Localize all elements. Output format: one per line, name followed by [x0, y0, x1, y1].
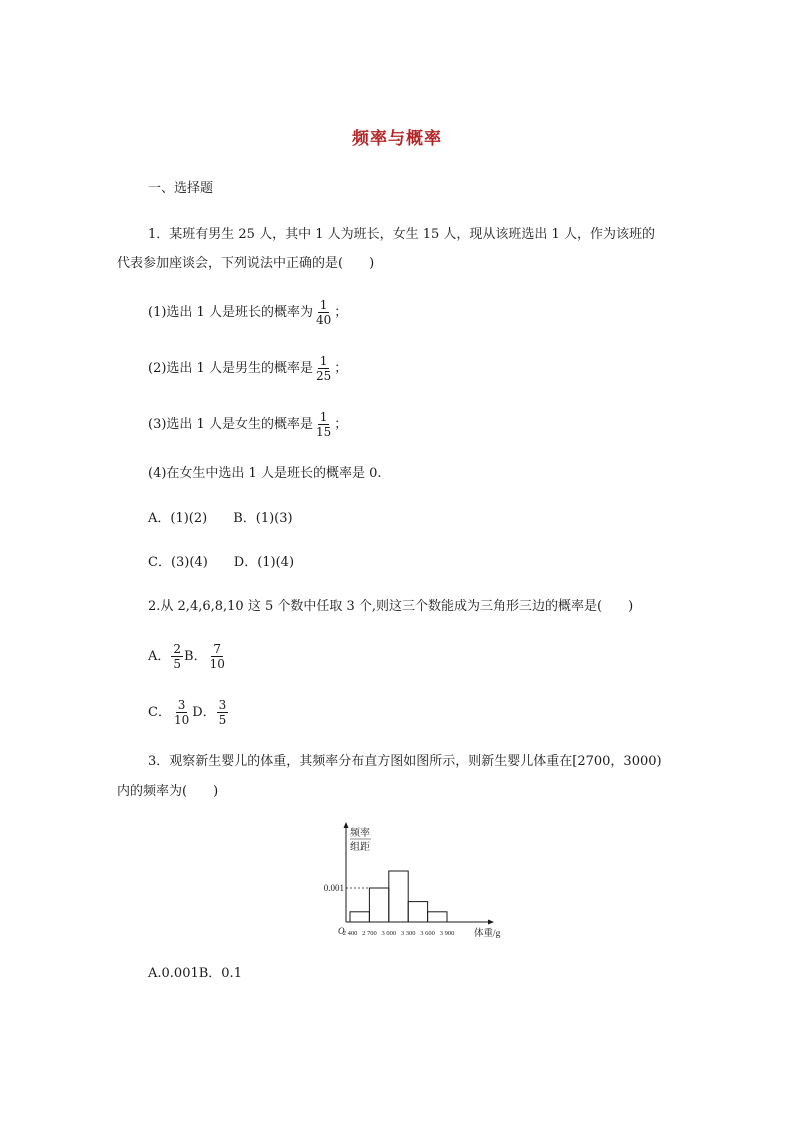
q1-options-ab: A．(1)(2) B．(1)(3) — [148, 511, 293, 526]
x-tick-label: 3 300 — [400, 930, 416, 937]
x-tick-label: 3 600 — [420, 930, 435, 937]
histogram-bar — [350, 912, 369, 922]
y-axis-arrow — [344, 822, 349, 828]
q1-stem-line2: 代表参加座谈会，下列说法中正确的是( ) — [117, 256, 375, 271]
q3-stem-line2: 内的频率为( ) — [117, 784, 219, 799]
q1-statement-1: (1)选出 1 人是班长的概率为 $\frac{1}{40}$ ； — [148, 298, 348, 327]
x-axis-label: 体重/g — [474, 929, 501, 939]
section-heading: 一、选择题 — [148, 181, 214, 196]
q3-stem-line1: 3．观察新生婴儿的体重，其频率分布直方图如图所示，则新生婴儿体重在[2700，3000) — [148, 754, 662, 769]
frequency-histogram — [310, 822, 520, 947]
q3-options: A.0.001B．0.1 — [148, 966, 242, 981]
x-tick-label: 2 400 — [342, 930, 358, 937]
histogram-bar — [408, 902, 427, 922]
q1-stem-line1: 1．某班有男生 25 人，其中 1 人为班长，女生 15 人，现从该班选出 1 人，作为该班的 — [148, 227, 655, 242]
y-axis-label-bottom: 组距 — [350, 842, 370, 853]
page-title: 频率与概率 — [352, 129, 442, 149]
y-axis-label-top: 频率 — [350, 828, 370, 839]
origin-label: O — [338, 926, 345, 936]
q1-statement-2: (2)选出 1 人是男生的概率是 $\frac{1}{25}$ ； — [148, 354, 348, 383]
q1-statement-3: (3)选出 1 人是女生的概率是 $\frac{1}{15}$ ； — [148, 410, 348, 439]
q2-options-cd: C． $\frac{3}{10}$ D． $\frac{3}{5}$ — [148, 698, 227, 727]
x-tick-label: 2 700 — [362, 930, 377, 937]
q1-options-cd: C．(3)(4) D．(1)(4) — [148, 555, 295, 570]
histogram-bar — [389, 871, 408, 922]
q2-options-ab: A． $\frac{2}{5}$ B． $\frac{7}{10}$ — [148, 642, 225, 671]
fraction: $\frac{7}{10}$ — [209, 642, 225, 671]
x-tick-label: 3 000 — [381, 930, 397, 937]
histogram-bar — [428, 912, 447, 922]
fraction: $\frac{1}{15}$ — [315, 410, 332, 439]
q1-statement-4: (4)在女生中选出 1 人是班长的概率是 0. — [148, 466, 382, 481]
y-tick-label: 0.001 — [323, 883, 344, 893]
fraction: $\frac{2}{5}$ — [173, 642, 182, 671]
fraction: $\frac{1}{40}$ — [315, 298, 332, 327]
x-axis-arrow — [488, 920, 494, 925]
q2-stem: 2.从 2,4,6,8,10 这 5 个数中任取 3 个,则这三个数能成为三角形三边的概率是( ) — [148, 599, 634, 614]
fraction: $\frac{3}{10}$ — [173, 698, 190, 727]
histogram-bar — [369, 888, 388, 922]
x-tick-label: 3 900 — [439, 930, 455, 937]
fraction: $\frac{1}{25}$ — [315, 354, 332, 383]
fraction: $\frac{3}{5}$ — [218, 698, 227, 727]
